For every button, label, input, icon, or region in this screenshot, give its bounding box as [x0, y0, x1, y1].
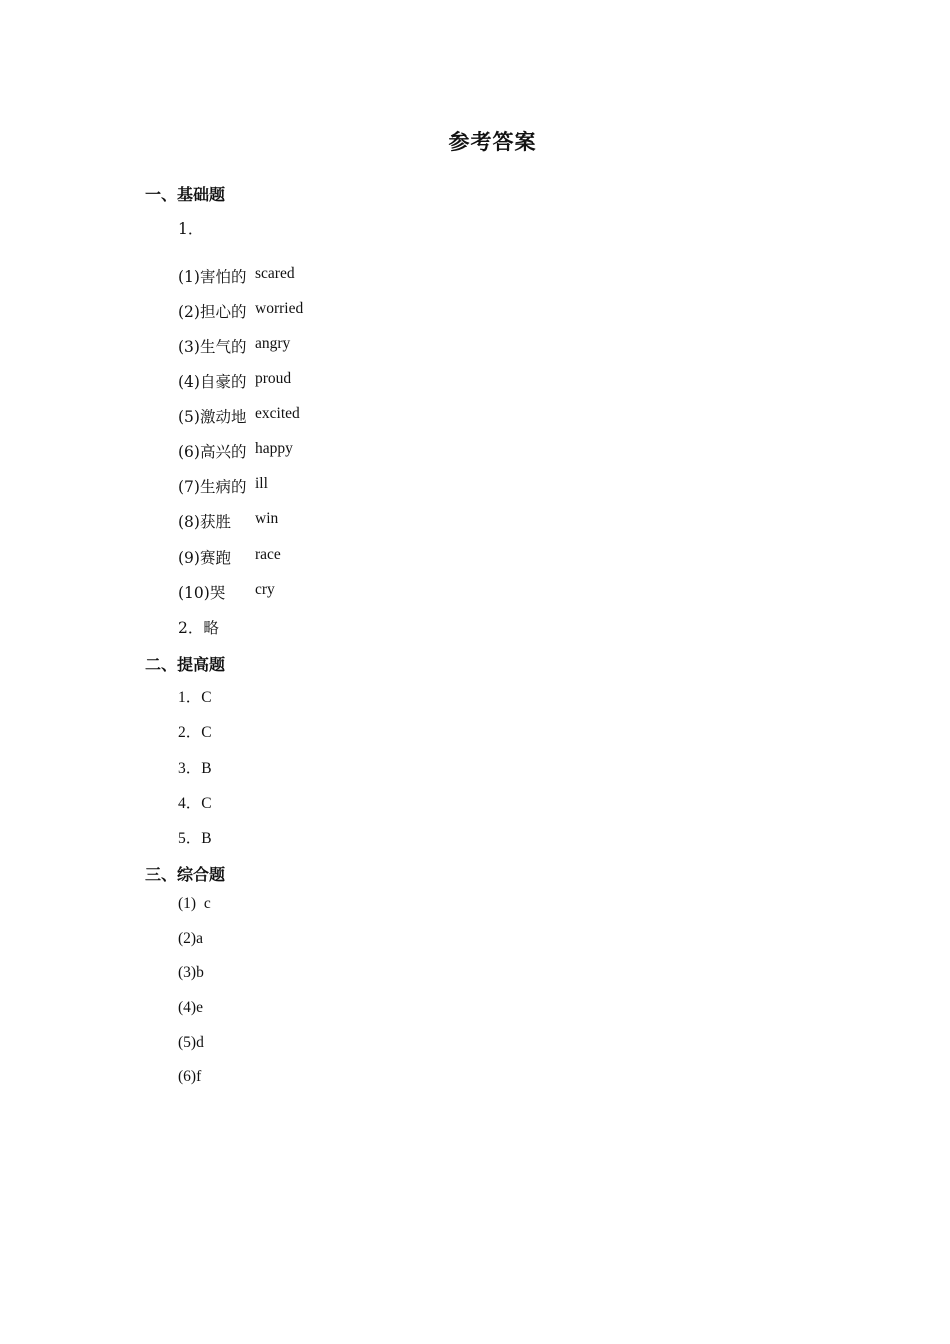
- vocab-number: (4): [178, 373, 200, 391]
- question-1-label: 1．: [178, 220, 204, 238]
- vocab-english: happy: [255, 440, 293, 457]
- answer-item: 2．C: [178, 724, 212, 741]
- section-heading-basic: 一、基础题: [145, 185, 226, 204]
- vocab-english: race: [255, 546, 281, 563]
- section-heading-advanced: 二、提高题: [145, 655, 226, 674]
- vocab-number: (3): [178, 338, 200, 356]
- vocab-item: [178, 405, 300, 427]
- vocab-english: win: [255, 510, 279, 527]
- vocab-english: ill: [255, 475, 268, 492]
- vocab-english: proud: [255, 370, 292, 387]
- answer-item: (5)d: [178, 1034, 204, 1051]
- answer-item: (2)a: [178, 930, 203, 947]
- vocab-number: (5): [178, 408, 200, 426]
- vocab-english: cry: [255, 581, 275, 598]
- answer-item: (4)e: [178, 999, 203, 1016]
- vocab-item: [178, 370, 292, 392]
- answer-item: 1．C: [178, 689, 212, 706]
- vocab-english: worried: [255, 300, 304, 317]
- vocab-number: (2): [178, 303, 200, 321]
- answer-item: (6)f: [178, 1068, 202, 1085]
- vocab-item: [178, 335, 291, 357]
- page-title: 参考答案: [448, 129, 537, 154]
- vocab-chinese: 获胜: [199, 513, 231, 531]
- vocab-item: [178, 265, 295, 287]
- vocab-number: (9): [178, 549, 200, 567]
- answer-item: 5．B: [178, 830, 212, 847]
- vocab-chinese: 赛跑: [199, 549, 231, 567]
- vocab-chinese: 哭: [209, 584, 226, 602]
- section-heading-comprehensive: 三、综合题: [145, 865, 226, 884]
- vocab-item: [178, 300, 304, 322]
- vocab-chinese: 激动地: [199, 408, 247, 426]
- vocab-english: angry: [255, 335, 291, 352]
- answer-item: (3)b: [178, 964, 204, 981]
- vocab-item: [178, 510, 279, 532]
- vocab-item: [178, 581, 275, 603]
- answer-item: (1) c: [178, 895, 211, 912]
- vocab-item: [178, 440, 293, 462]
- vocab-english: excited: [255, 405, 300, 422]
- vocab-item: [178, 475, 268, 497]
- question-2-answer: 2．略: [178, 619, 219, 637]
- vocab-chinese: 自豪的: [199, 373, 247, 391]
- vocab-number: (6): [178, 443, 200, 461]
- vocab-number: (1): [178, 268, 200, 286]
- answer-item: 4．C: [178, 795, 212, 812]
- vocab-chinese: 生气的: [199, 338, 247, 356]
- vocab-chinese: 生病的: [199, 478, 247, 496]
- vocab-number: (10): [178, 584, 210, 602]
- vocab-number: (7): [178, 478, 200, 496]
- vocab-item: [178, 546, 281, 568]
- vocab-chinese: 害怕的: [199, 268, 247, 286]
- vocab-chinese: 担心的: [199, 303, 247, 321]
- answer-item: 3．B: [178, 760, 212, 777]
- vocab-english: scared: [255, 265, 295, 282]
- vocab-chinese: 高兴的: [199, 443, 247, 461]
- vocab-number: (8): [178, 513, 200, 531]
